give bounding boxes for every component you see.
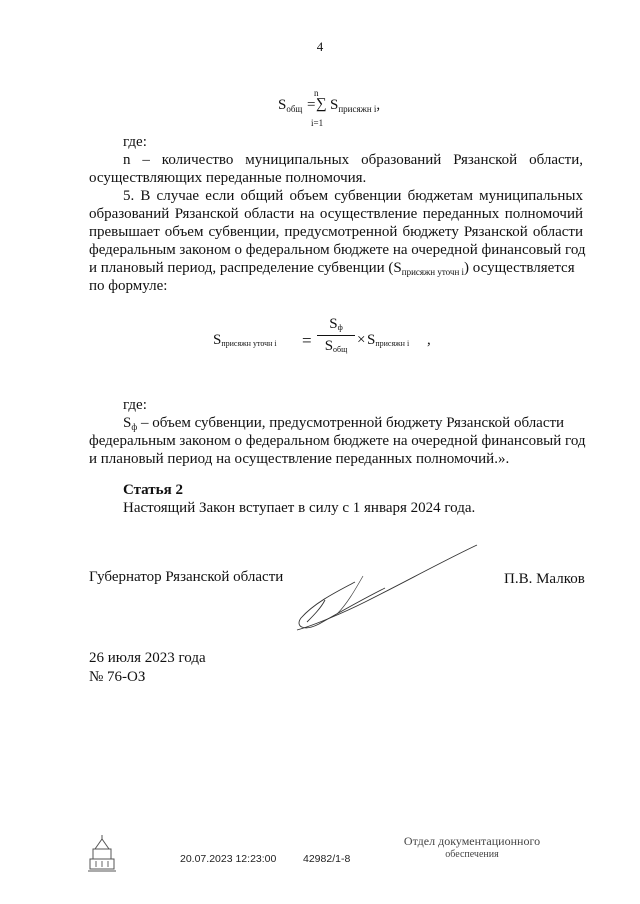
stamp-line1: Отдел документационного: [403, 834, 541, 848]
doc-date: 26 июля 2023 года: [89, 650, 206, 666]
emblem-logo: [86, 833, 118, 873]
item5-line1: 5. В случае если общий объем субвенции бюджетам муниципальных: [123, 188, 583, 204]
stamp-line2: обеспечения: [445, 849, 499, 860]
item5-line5-sub: присяжн уточн i: [401, 267, 465, 277]
n-definition-line1: n – количество муниципальных образований Рязанской области,: [123, 152, 583, 168]
formula2-rhs: Sприсяжн i: [367, 332, 410, 348]
doc-number: № 76-ОЗ: [89, 669, 146, 685]
n-definition-line2: осуществляющих переданные полномочия.: [89, 170, 367, 186]
item5-formula-intro: по формуле:: [89, 278, 168, 294]
item5-line3: превышает объем субвенции, предусмотренной бюджету Рязанской области: [89, 224, 583, 240]
fraction-denominator: Sобщ: [324, 338, 348, 354]
signer-name: П.В. Малков: [504, 571, 585, 587]
where-label-1: где:: [123, 134, 147, 150]
item5-line5-pre: и плановый период, распределение субвенции (S: [89, 260, 402, 276]
formula2-lhs: Sприсяжн уточн i: [213, 332, 277, 348]
sum-upper-limit: n: [314, 88, 319, 98]
where-label-2: где:: [123, 397, 147, 413]
formula2-equals: =: [302, 331, 312, 350]
formula1-equals: =: [307, 97, 316, 113]
formula-sum-total: [278, 88, 398, 128]
fraction-bar: [317, 335, 355, 336]
article2-text: Настоящий Закон вступает в силу с 1 января 2024 года.: [123, 500, 476, 516]
formula2-fraction: [317, 316, 355, 356]
item5-line4: федеральным законом о федеральном бюджете на очередной финансовый год: [89, 242, 586, 258]
formula1-lhs: $S_{общ}$: [278, 97, 303, 114]
handwritten-signature: [285, 540, 485, 635]
footer-timestamp: 20.07.2023 12:23:00: [180, 853, 277, 865]
footer-doc-code: 42982/1-8: [303, 853, 351, 865]
formula-distribution: [213, 316, 453, 366]
item5-line5-full: [89, 259, 575, 278]
formula2-tail: ,: [427, 332, 431, 348]
item5-line2: образований Рязанской области на осуществление переданных полномочий: [89, 206, 583, 222]
sf-definition-line2: федеральным законом о федеральном бюджете на очередной финансовый год: [89, 433, 586, 449]
sigma-symbol: ∑: [316, 96, 327, 112]
sum-lower-limit: i=1: [311, 118, 324, 128]
sf-definition-line1: $S_ф$ – объем субвенции, предусмотренной бюджету Рязанской области: [123, 415, 565, 432]
sf-definition-line3: и плановый период на осуществление переданных полномочий.».: [89, 451, 510, 467]
department-stamp: [392, 834, 552, 861]
article2-title: Статья 2: [123, 482, 183, 498]
fraction-numerator: Sф: [329, 316, 343, 332]
item5-line5-post: ) осуществляется: [464, 260, 575, 276]
signer-position: Губернатор Рязанской области: [89, 569, 284, 585]
page-number: 4: [316, 39, 324, 54]
formula2-times: ×: [357, 332, 366, 348]
formula1-rhs: $S_{присяжн i}$,: [330, 97, 381, 114]
